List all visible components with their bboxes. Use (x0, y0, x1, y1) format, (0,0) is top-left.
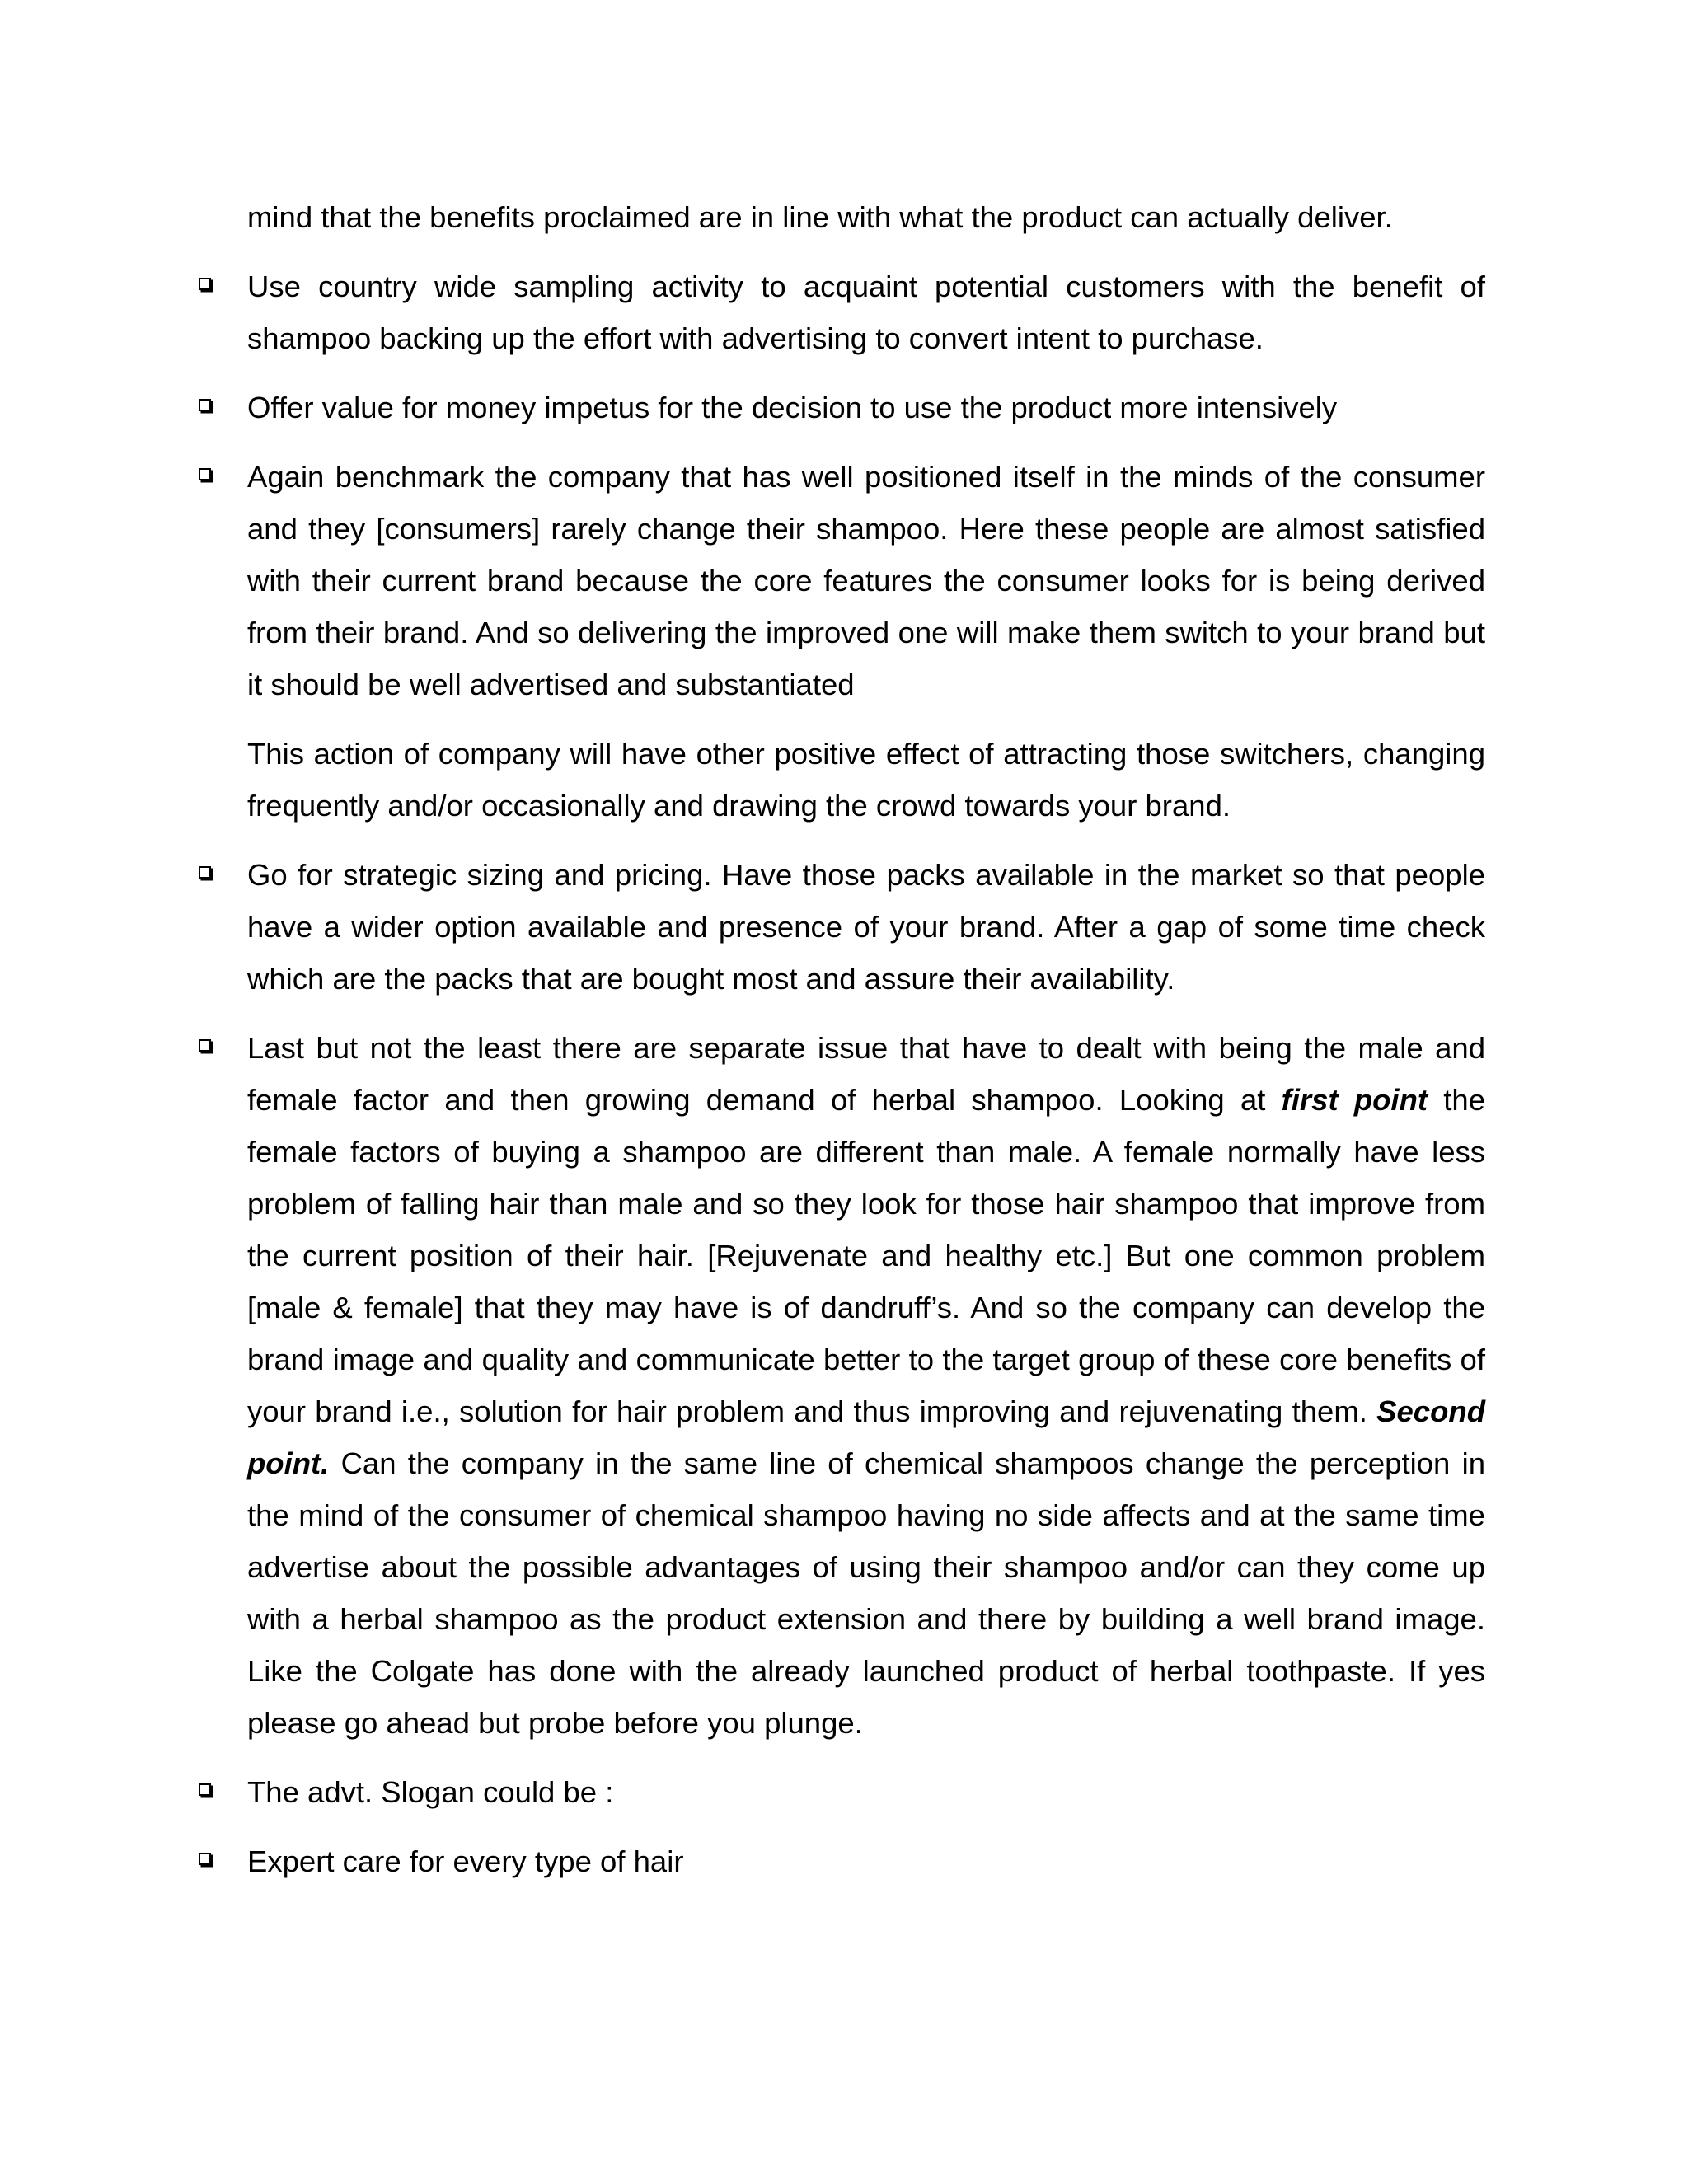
bullet-text: Offer value for money impetus for the decision to use the product more intensively (247, 391, 1338, 424)
bullet-text: Again benchmark the company that has well positioned itself in the minds of the consumer and they [consumers] rarely change their shampoo. Here these people are almost satisfied with their current brand because the core features the consumer looks for is being derived from their brand. And so delivering the improved one will make them switch to your brand but it should be well advertised and substantiated (247, 460, 1485, 701)
text-run: Can the company in the same line of chemical shampoos change the perception in the mind of the consumer of chemical shampoo having no side affects and at the same time advertise about the possible advantages of using their shampoo and/or can they come up with a herbal shampoo as the product extension and there by building a well brand image. Like the Colgate has done with the already launched product of herbal toothpaste. If yes please go ahead but probe before you plunge. (247, 1446, 1485, 1740)
bullet-text: Go for strategic sizing and pricing. Have those packs available in the market so that people have a wider option available and presence of your brand. After a gap of some time check which are the packs that are bought most and assure their availability. (247, 858, 1485, 996)
paragraph-continuation: mind that the benefits proclaimed are in line with what the product can actually deliver. (247, 200, 1393, 234)
text-run: Last but not the least there are separate issue that have to dealt with being the male and female factor and then growing demand of herbal shampoo. Looking at (247, 1031, 1485, 1117)
bullet-item-slogan-intro (247, 1766, 1485, 1818)
square-bullet-icon (199, 866, 211, 879)
square-bullet-icon (199, 278, 211, 290)
emphasis-first-point: first point (1281, 1083, 1428, 1117)
bullet-text: Use country wide sampling activity to acquaint potential customers with the benefit of shampoo backing up the effort with advertising to convert intent to purchase. (247, 269, 1485, 355)
bullet-item-benchmark (247, 451, 1485, 710)
emphasis-second-point: Second point. (247, 1394, 1485, 1480)
bullet-item-sampling (247, 260, 1485, 364)
square-bullet-icon (199, 468, 211, 480)
paragraph-action: This action of company will have other positive effect of attracting those switchers, changing frequently and/or occasionally and drawing the crowd towards your brand. (247, 737, 1485, 823)
bullet-text (247, 1031, 1485, 1740)
bullet-item-sizing (247, 849, 1485, 1005)
square-bullet-icon (199, 1853, 211, 1865)
bullet-item-value (247, 382, 1485, 434)
square-bullet-icon (199, 399, 211, 411)
bullet-text: The advt. Slogan could be : (247, 1775, 614, 1809)
square-bullet-icon (199, 1783, 211, 1796)
bullet-item-slogan (247, 1835, 1485, 1887)
bullet-item-male-female (247, 1022, 1485, 1749)
bullet-text: Expert care for every type of hair (247, 1844, 684, 1878)
text-run: the female factors of buying a shampoo are different than male. A female normally have less problem of falling hair than male and so they look for those hair shampoo that improve from the current position of their hair. [Rejuvenate and healthy etc.] But one common problem [male & female] that they may have is of dandruff’s. And so the company can develop the brand image and quality and communicate better to the target group of these core benefits of your brand i.e., solution for hair problem and thus improving and rejuvenating them. (247, 1083, 1486, 1428)
document-body (247, 191, 1485, 1905)
square-bullet-icon (199, 1039, 211, 1052)
